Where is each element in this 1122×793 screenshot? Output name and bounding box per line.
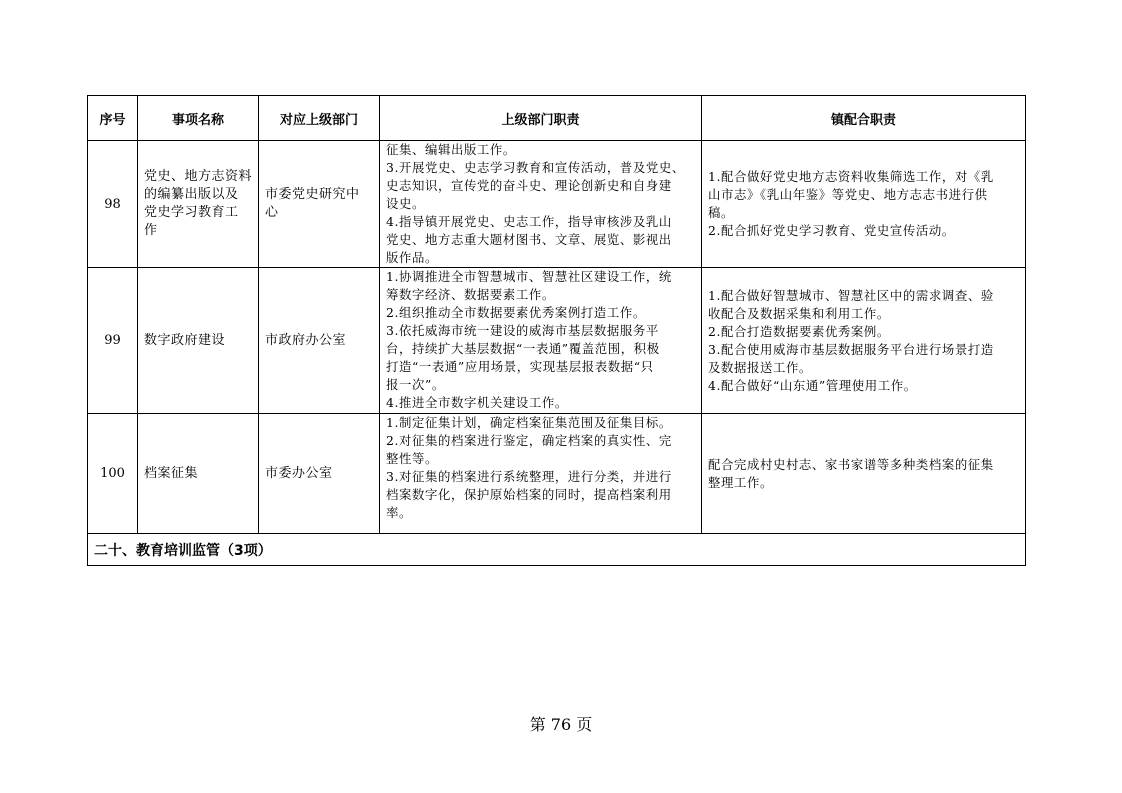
section-row bbox=[88, 534, 1026, 566]
row-town-duties bbox=[702, 268, 1026, 414]
text-line: 台，持续扩大基层数据“一表通”覆盖范围，积极 bbox=[386, 341, 660, 356]
row-seq: 100 bbox=[88, 414, 138, 534]
text-line: 4.配合做好“山东通”管理使用工作。 bbox=[708, 377, 917, 393]
header-item-name: 事项名称 bbox=[138, 96, 259, 141]
text-line: 及数据报送工作。 bbox=[708, 359, 812, 375]
row-superior-duties bbox=[380, 414, 702, 534]
text-line: 稿。 bbox=[708, 205, 734, 220]
text-line: 打造“一表通”应用场景，实现基层报表数据“只 bbox=[386, 359, 654, 374]
text-line: 2.配合抓好党史学习教育、党史宣传活动。 bbox=[708, 223, 955, 238]
text-line: 市委党史研究中 bbox=[265, 187, 360, 202]
text-line: 3.配合使用威海市基层数据服务平台进行场景打造 bbox=[708, 341, 994, 357]
text-line: 1.配合做好智慧城市、智慧社区中的需求调查、验 bbox=[708, 287, 994, 303]
text-line: 心 bbox=[265, 205, 279, 220]
text-line: 率。 bbox=[386, 505, 412, 520]
table-row bbox=[88, 414, 1026, 534]
text-line: 3.开展党史、史志学习教育和宣传活动，普及党史、 bbox=[386, 160, 685, 175]
row-town-duties bbox=[702, 141, 1026, 268]
header-superior-dept: 对应上级部门 bbox=[259, 96, 380, 141]
responsibility-table bbox=[87, 95, 1026, 566]
text-line: 史志知识，宣传党的奋斗史、理论创新史和自身建 bbox=[386, 178, 672, 193]
text-line: 4.推进全市数字机关建设工作。 bbox=[386, 395, 568, 410]
text-line: 设史。 bbox=[386, 196, 425, 211]
text-line: 1.配合做好党史地方志资料收集筛选工作，对《乳 bbox=[708, 169, 994, 184]
table-row bbox=[88, 268, 1026, 414]
text-line: 报一次”。 bbox=[386, 377, 445, 392]
text-line: 档案征集 bbox=[144, 465, 199, 481]
text-line: 作 bbox=[144, 223, 158, 238]
text-line: 山市志》《乳山年鉴》等党史、地方志志书进行供 bbox=[708, 187, 988, 202]
text-line: 档案数字化，保护原始档案的同时，提高档案利用 bbox=[386, 487, 672, 502]
header-seq: 序号 bbox=[88, 96, 138, 141]
header-superior-duties: 上级部门职责 bbox=[380, 96, 702, 141]
row-superior-dept bbox=[259, 414, 380, 534]
text-line: 筹数字经济、数据要素工作。 bbox=[386, 287, 555, 302]
text-line: 整理工作。 bbox=[708, 474, 773, 490]
text-line: 2.配合打造数据要素优秀案例。 bbox=[708, 323, 890, 339]
section-title: 二十、教育培训监管（3项） bbox=[88, 534, 1026, 566]
text-line: 3.对征集的档案进行系统整理，进行分类，并进行 bbox=[386, 469, 672, 484]
row-item-name bbox=[138, 141, 259, 268]
text-line: 4.指导镇开展党史、史志工作，指导审核涉及乳山 bbox=[386, 214, 672, 229]
text-line: 1.制定征集计划，确定档案征集范围及征集目标。 bbox=[386, 415, 672, 430]
text-line: 收配合及数据采集和利用工作。 bbox=[708, 305, 890, 321]
text-line: 1.协调推进全市智慧城市、智慧社区建设工作，统 bbox=[386, 269, 672, 284]
text-line: 党史、地方志资料 bbox=[144, 169, 253, 184]
row-superior-duties bbox=[380, 141, 702, 268]
text-line: 3.依托威海市统一建设的威海市基层数据服务平 bbox=[386, 323, 659, 338]
text-line: 数字政府建设 bbox=[144, 332, 226, 348]
text-line: 配合完成村史村志、家书家谱等多种类档案的征集 bbox=[708, 456, 994, 472]
text-line: 2.组织推动全市数据要素优秀案例打造工作。 bbox=[386, 305, 646, 320]
text-line: 征集、编辑出版工作。 bbox=[386, 142, 516, 157]
row-superior-dept bbox=[259, 141, 380, 268]
text-line: 市政府办公室 bbox=[265, 332, 347, 348]
row-item-name bbox=[138, 268, 259, 414]
header-town-duties: 镇配合职责 bbox=[702, 96, 1026, 141]
text-line: 版作品。 bbox=[386, 250, 438, 265]
row-town-duties bbox=[702, 414, 1026, 534]
header-row bbox=[88, 96, 1026, 141]
row-superior-duties bbox=[380, 268, 702, 414]
row-superior-dept bbox=[259, 268, 380, 414]
text-line: 市委办公室 bbox=[265, 465, 333, 481]
row-item-name bbox=[138, 414, 259, 534]
row-seq: 99 bbox=[88, 268, 138, 414]
table-row bbox=[88, 141, 1026, 268]
text-line: 党史学习教育工 bbox=[144, 205, 239, 220]
text-line: 党史、地方志重大题材图书、文章、展览、影视出 bbox=[386, 232, 672, 247]
row-seq: 98 bbox=[88, 141, 138, 268]
page-number: 第 76 页 bbox=[529, 715, 593, 734]
text-line: 的编纂出版以及 bbox=[144, 187, 239, 202]
text-line: 整性等。 bbox=[386, 451, 438, 466]
text-line: 2.对征集的档案进行鉴定，确定档案的真实性、完 bbox=[386, 433, 672, 448]
